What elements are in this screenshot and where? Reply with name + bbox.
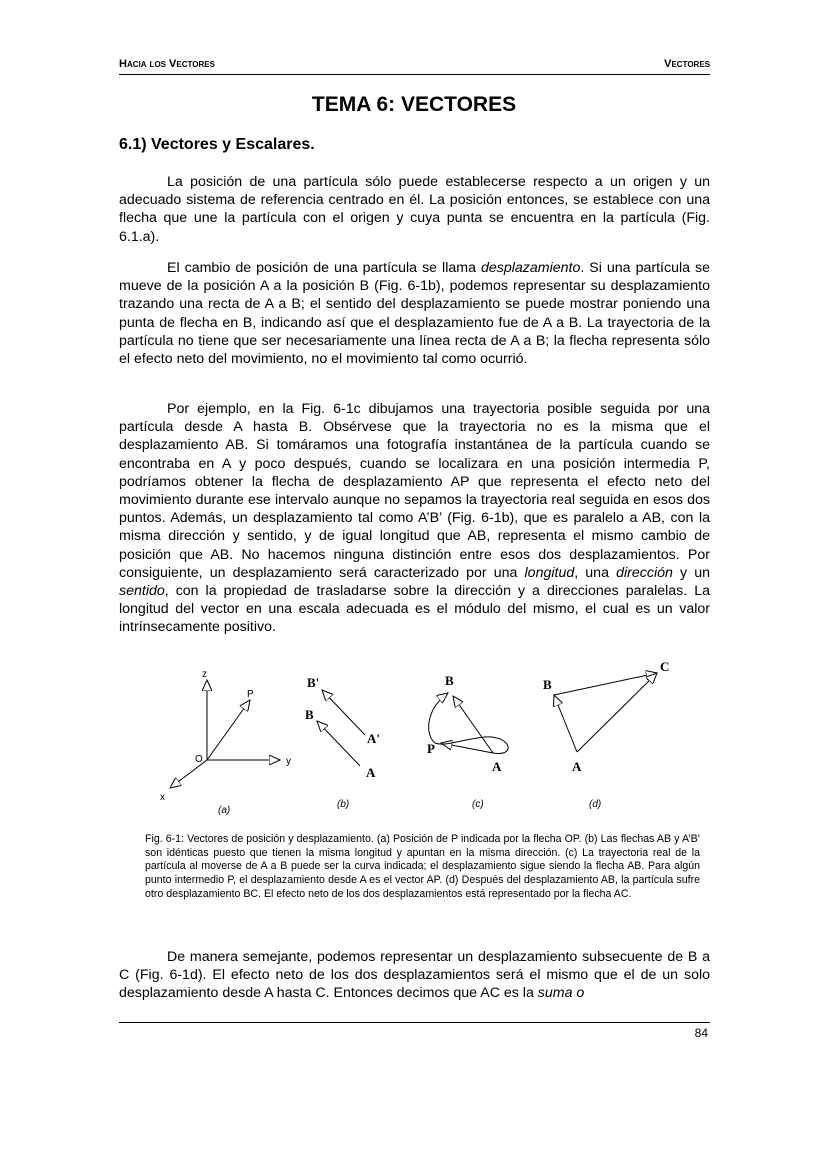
trajectory-curve — [429, 693, 508, 753]
paragraph-3-text-b: , una — [574, 564, 617, 581]
figure-panel-b — [305, 675, 380, 810]
label-b-c: B — [445, 673, 454, 688]
label-b-prime: B' — [307, 675, 320, 690]
label-a-c: A — [492, 759, 502, 774]
vector-ab-arrow-d — [554, 695, 577, 752]
vector-a-prime-b-prime-arrow — [322, 690, 365, 735]
paragraph-2-emphasis: desplazamiento — [480, 260, 581, 276]
panel-label-c: (c) — [472, 799, 484, 810]
label-a-d: A — [572, 759, 582, 774]
paragraph-3-text-a: Por ejemplo, en la Fig. 6-1c dibujamos una trayectoria posible seguida por una partícula desde A hasta B. Obsérvese que la trayectoria no es la misma que el desplazamiento AB. Si tomáramos una fotografía instantánea de la partícula cuando se encontraba en A y poco después, cuando se localizara en una posición intermedia P, podríamos obtener la flecha de desplazamiento AP que representa el efecto neto del movimiento durante ese intervalo aunque no sepamos la trayectoria real seguida en esos dos puntos. Además, un desplazamiento tal como A’B’ (Fig. 6-1b), que es paralelo a AB, con la misma dirección y sentido, y de igual longitud que AB, representa el mismo cambio de posición que AB. No hacemos ninguna distinción entre esos dos desplazamientos. Por consiguiente, un desplazamiento será caracterizado por una — [119, 401, 710, 581]
paragraph-3-text-d: , con la propiedad de trasladarse sobre la dirección y a direcciones paralelas. La longitud del vector en una escala adecuada es el módulo del mismo, el cual es un valor intrínsecamente positivo. — [119, 583, 710, 636]
page-title: TEMA 6: VECTORES — [311, 93, 517, 116]
paragraph-2 — [119, 259, 710, 368]
label-c-d: C — [660, 659, 670, 674]
paragraph-3-emphasis-longitud: longitud — [524, 564, 575, 581]
figure-panel-c — [427, 673, 508, 810]
label-p-c: P — [427, 741, 435, 756]
page-number: 84 — [694, 1026, 708, 1040]
paragraph-3 — [119, 400, 710, 637]
figure-6-1 — [145, 655, 705, 825]
label-y: y — [286, 756, 291, 767]
paragraph-3-emphasis-direccion: dirección — [616, 564, 673, 581]
header-book-title: Hacia los Vectores — [119, 58, 215, 70]
figure-panel-d — [543, 659, 669, 810]
paragraph-2-text-a: El cambio de posición de una partícula se llama — [167, 260, 481, 276]
label-a: A — [366, 765, 376, 780]
vector-ab-arrow — [317, 721, 360, 766]
paragraph-4-text-a: De manera semejante, podemos representar un desplazamiento subsecuente de B a C (Fig. 6-1d). El efecto neto de los dos desplazamientos será el mismo que el de un solo desplazamiento desde A hasta C. Entonces decimos que AC es la — [119, 949, 710, 1002]
vector-ap-arrow — [441, 743, 493, 753]
label-o: O — [195, 754, 203, 765]
label-b: B — [305, 707, 314, 722]
label-z: z — [202, 669, 207, 680]
paragraph-3-emphasis-sentido: sentido — [119, 583, 165, 600]
header-chapter-title: Vectores — [664, 58, 710, 70]
figure-panel-a — [160, 669, 291, 816]
vector-bc-arrow — [554, 673, 657, 695]
figure-caption: Fig. 6-1: Vectores de posición y desplazamiento. (a) Posición de P indicada por la flecha OP. (b) Las flechas AB y A’B’ son idénticas puesto que tienen la misma longitud y apuntan en la misma dirección. (c) La trayectoria real de la partícula al moverse de A a B puede ser la curva indicada; el desplazamiento sigue siendo la flecha AB. Para algún punto intermedio P, el desplazamiento desde A es el vector AP. (d) Después del desplazamiento AB, la partícula sufre otro desplazamiento BC. El efecto neto de los dos desplazamientos está representado por la flecha AC. — [145, 833, 700, 900]
panel-label-a: (a) — [218, 805, 231, 816]
paragraph-2-text-b: . Si una partícula se mueve de la posición A a la posición B (Fig. 6-1b), podemos representar su desplazamiento trazando una recta de A a B; el sentido del desplazamiento se puede mostrar poniendo una punta de flecha en B, indicando así que el desplazamiento fue de A a B. La trayectoria de la partícula no tiene que ser necesariamente una línea recta de A a B; la flecha representa sólo el efecto neto del movimiento, no el movimiento tal como ocurrió. — [119, 260, 710, 368]
panel-label-d: (d) — [589, 799, 602, 810]
paragraph-1: La posición de una partícula sólo puede establecerse respecto a un origen y un adecuado sistema de referencia centrado en él. La posición entonces, se establece con una flecha que une la partícula con el origen y cuya punta se encuentra en la partícula (Fig. 6.1.a). — [119, 174, 710, 245]
panel-label-b: (b) — [337, 799, 350, 810]
running-header — [119, 56, 710, 75]
paragraph-4-emphasis: suma o — [537, 985, 585, 1002]
paragraph-4 — [119, 948, 710, 1003]
vector-op-arrow — [207, 700, 250, 760]
vector-ac-arrow — [577, 673, 657, 752]
label-a-prime: A' — [367, 731, 380, 746]
vector-ab-arrow-c — [453, 696, 493, 753]
footer-divider — [119, 1022, 710, 1023]
label-x: x — [160, 792, 165, 803]
paragraph-3-text-c: y un — [672, 564, 710, 581]
label-b-d: B — [543, 677, 552, 692]
section-heading: 6.1) Vectores y Escalares. — [119, 136, 315, 153]
label-p: P — [247, 689, 254, 700]
